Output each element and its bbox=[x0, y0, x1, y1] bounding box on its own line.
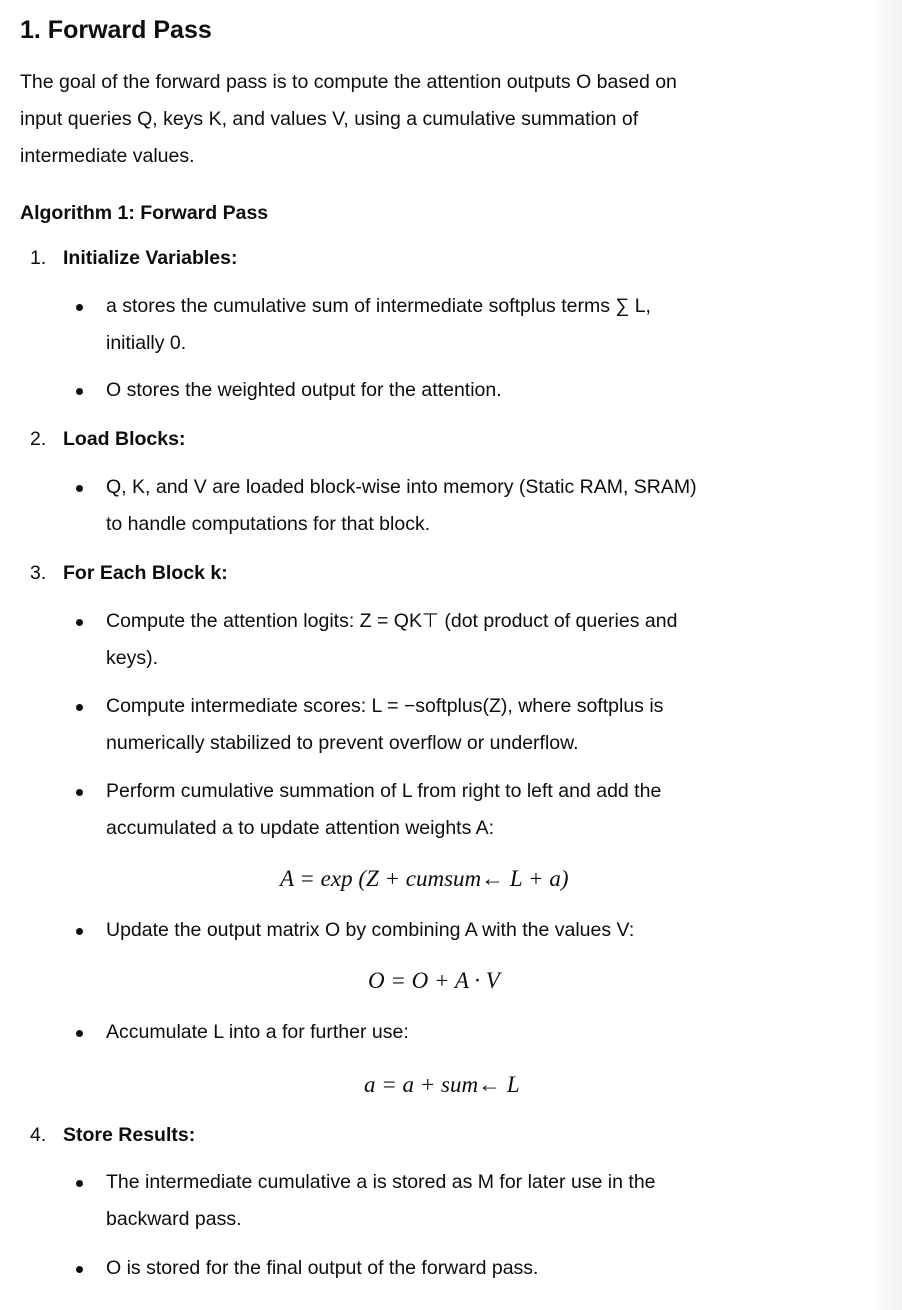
step-number: 2. bbox=[30, 428, 47, 450]
bullet-text: Accumulate L into a for further use: bbox=[106, 1021, 409, 1043]
intro-text: intermediate values. bbox=[20, 145, 195, 167]
bullet-text: Update the output matrix O by combining A with the values V: bbox=[106, 919, 635, 941]
intro-text: The goal of the forward pass is to compute the attention outputs O based on bbox=[20, 71, 677, 93]
step-label bbox=[63, 428, 185, 451]
bullet-dot bbox=[76, 388, 83, 395]
intro-line-1 bbox=[20, 64, 677, 101]
bullet-text: keys). bbox=[106, 647, 159, 669]
bullet-dot bbox=[76, 789, 83, 796]
step-label bbox=[63, 1124, 195, 1147]
bullet-dot bbox=[76, 619, 83, 626]
bullet-text: initially 0. bbox=[106, 332, 187, 354]
step-label bbox=[63, 562, 228, 585]
right-scroll-shade bbox=[870, 0, 902, 1310]
bullet-text: to handle computations for that block. bbox=[106, 513, 431, 535]
bullet-dot bbox=[76, 1030, 83, 1037]
step-label-text: Store Results: bbox=[63, 1124, 196, 1146]
intro-text: input queries Q, keys K, and values V, using a cumulative summation of bbox=[20, 108, 639, 130]
step-label-text: For Each Block k: bbox=[63, 562, 228, 584]
step-label bbox=[63, 247, 238, 270]
bullet-text: O stores the weighted output for the attention. bbox=[106, 379, 502, 401]
step-label-text: Load Blocks: bbox=[63, 428, 186, 450]
step-number: 3. bbox=[30, 562, 47, 584]
bullet-text: accumulated a to update attention weights A: bbox=[106, 817, 495, 839]
bullet-text: backward pass. bbox=[106, 1208, 242, 1230]
step-number: 4. bbox=[30, 1124, 47, 1146]
step-label-text: Initialize Variables: bbox=[63, 247, 238, 269]
bullet-text: Compute the attention logits: Z = QK⊤ (dot product of queries and bbox=[106, 610, 678, 632]
section-title: 1. Forward Pass bbox=[20, 16, 212, 44]
bullet-dot bbox=[76, 485, 83, 492]
bullet-dot bbox=[76, 304, 83, 311]
equation-attention-weights: A = exp (Z + cumsum← L + a) bbox=[280, 866, 569, 891]
step-number: 1. bbox=[30, 247, 47, 269]
bullet-text: Q, K, and V are loaded block-wise into memory (Static RAM, SRAM) bbox=[106, 476, 697, 498]
bullet-text: Perform cumulative summation of L from right to left and add the bbox=[106, 780, 662, 802]
algorithm-title: Algorithm 1: Forward Pass bbox=[20, 202, 269, 224]
bullet-text: Compute intermediate scores: L = −softplus(Z), where softplus is bbox=[106, 695, 664, 717]
equation-output-update: O = O + A · V bbox=[368, 968, 500, 993]
bullet-dot bbox=[76, 1180, 83, 1187]
bullet-text: a stores the cumulative sum of intermediate softplus terms ∑ L, bbox=[106, 295, 651, 317]
bullet-text: The intermediate cumulative a is stored as M for later use in the bbox=[106, 1171, 656, 1193]
bullet-text: numerically stabilized to prevent overflow or underflow. bbox=[106, 732, 579, 754]
equation-accumulate: a = a + sum← L bbox=[364, 1072, 520, 1097]
bullet-dot bbox=[76, 704, 83, 711]
bullet-dot bbox=[76, 1266, 83, 1273]
intro-line-3 bbox=[20, 138, 195, 175]
bullet-dot bbox=[76, 928, 83, 935]
intro-line-2 bbox=[20, 101, 638, 138]
bullet-text: O is stored for the final output of the forward pass. bbox=[106, 1257, 539, 1279]
